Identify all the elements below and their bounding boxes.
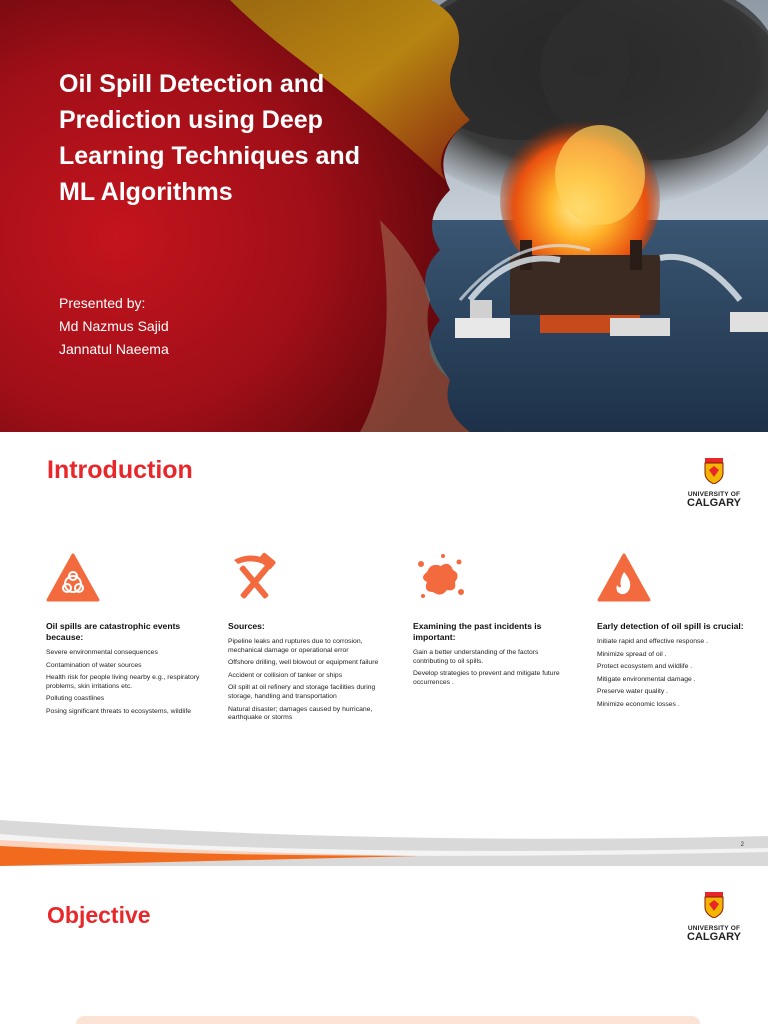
hammer-pickaxe-icon	[228, 552, 282, 604]
flammable-warning-icon	[597, 552, 651, 604]
list-item: Severe environmental consequences	[46, 649, 158, 656]
intro-column	[597, 552, 757, 714]
presenter-name: Md Nazmus Sajid	[59, 318, 169, 334]
page-number: 2	[740, 842, 744, 848]
list-item: Polluting coastlines	[46, 695, 105, 703]
list-item: Protect ecosystem and wildlife .	[597, 663, 693, 671]
list-item: Posing significant threats to ecosystems, wildlife	[46, 707, 192, 715]
list-item: Mitigate environmental damage .	[597, 675, 696, 683]
list-item: Minimize spread of oil .	[597, 650, 667, 658]
footer-swoosh	[0, 806, 768, 866]
intro-column	[413, 552, 573, 691]
list-item: Minimize economic losses .	[597, 700, 680, 708]
list-item: Oil spill at oil refinery and storage facilities during storage, handling and transportation	[228, 684, 376, 700]
splatter-icon	[413, 552, 467, 604]
column-heading: Examining the past incidents is important:	[413, 621, 542, 642]
intro-column	[46, 552, 206, 721]
list-item: Health risk for people living nearby e.g., respiratory problems, skin irritations etc.	[46, 674, 200, 690]
column-heading: Early detection of oil spill is crucial:	[597, 621, 744, 631]
oil-rig-fire-photo	[0, 0, 768, 432]
list-item: Natural disaster; damages caused by hurricane, earthquake or storms	[228, 705, 373, 722]
list-item: Pipeline leaks and ruptures due to corrosion, mechanical damage or operational error	[228, 638, 363, 654]
bullet-list	[413, 649, 573, 687]
intro-column	[228, 552, 388, 727]
objective-slide	[0, 866, 768, 1024]
introduction-slide	[0, 432, 768, 866]
logo-line2: CALGARY	[687, 931, 741, 943]
bullet-list	[228, 638, 388, 723]
list-item: Offshore drilling, well blowout or equipment failure	[228, 659, 379, 667]
presenter-name: Jannatul Naeema	[59, 341, 169, 357]
column-heading: Oil spills are catastrophic events because:	[46, 621, 181, 642]
university-crest-icon	[703, 458, 725, 484]
presenters-block	[59, 292, 169, 361]
list-item: Accident or collision of tanker or ships	[228, 671, 343, 679]
university-logo	[684, 458, 744, 509]
list-item: Initiate rapid and effective response .	[597, 638, 708, 645]
logo-line1: UNIVERSITY OF	[687, 491, 741, 498]
presented-by-label: Presented by:	[59, 295, 146, 311]
bullet-list	[46, 649, 206, 717]
title-slide	[0, 0, 768, 432]
bullet-list	[597, 638, 757, 710]
list-item: Gain a better understanding of the factors contributing to oil spills.	[413, 649, 539, 665]
objective-panel	[76, 1016, 700, 1024]
list-item: Develop strategies to prevent and mitigate future occurrences .	[413, 670, 560, 686]
university-crest-icon	[703, 892, 725, 918]
list-item: Preserve water quality .	[597, 688, 669, 696]
slide-heading: Objective	[47, 902, 151, 928]
list-item: Contamination of water sources	[46, 661, 142, 669]
biohazard-warning-icon	[46, 552, 100, 604]
column-heading: Sources:	[228, 621, 265, 631]
logo-line1: UNIVERSITY OF	[687, 925, 741, 932]
presentation-title: Oil Spill Detection and Prediction using Deep Learning Techniques and ML Algorithms	[59, 70, 360, 206]
university-logo	[684, 892, 744, 943]
logo-line2: CALGARY	[687, 497, 741, 509]
slide-heading: Introduction	[47, 456, 193, 484]
